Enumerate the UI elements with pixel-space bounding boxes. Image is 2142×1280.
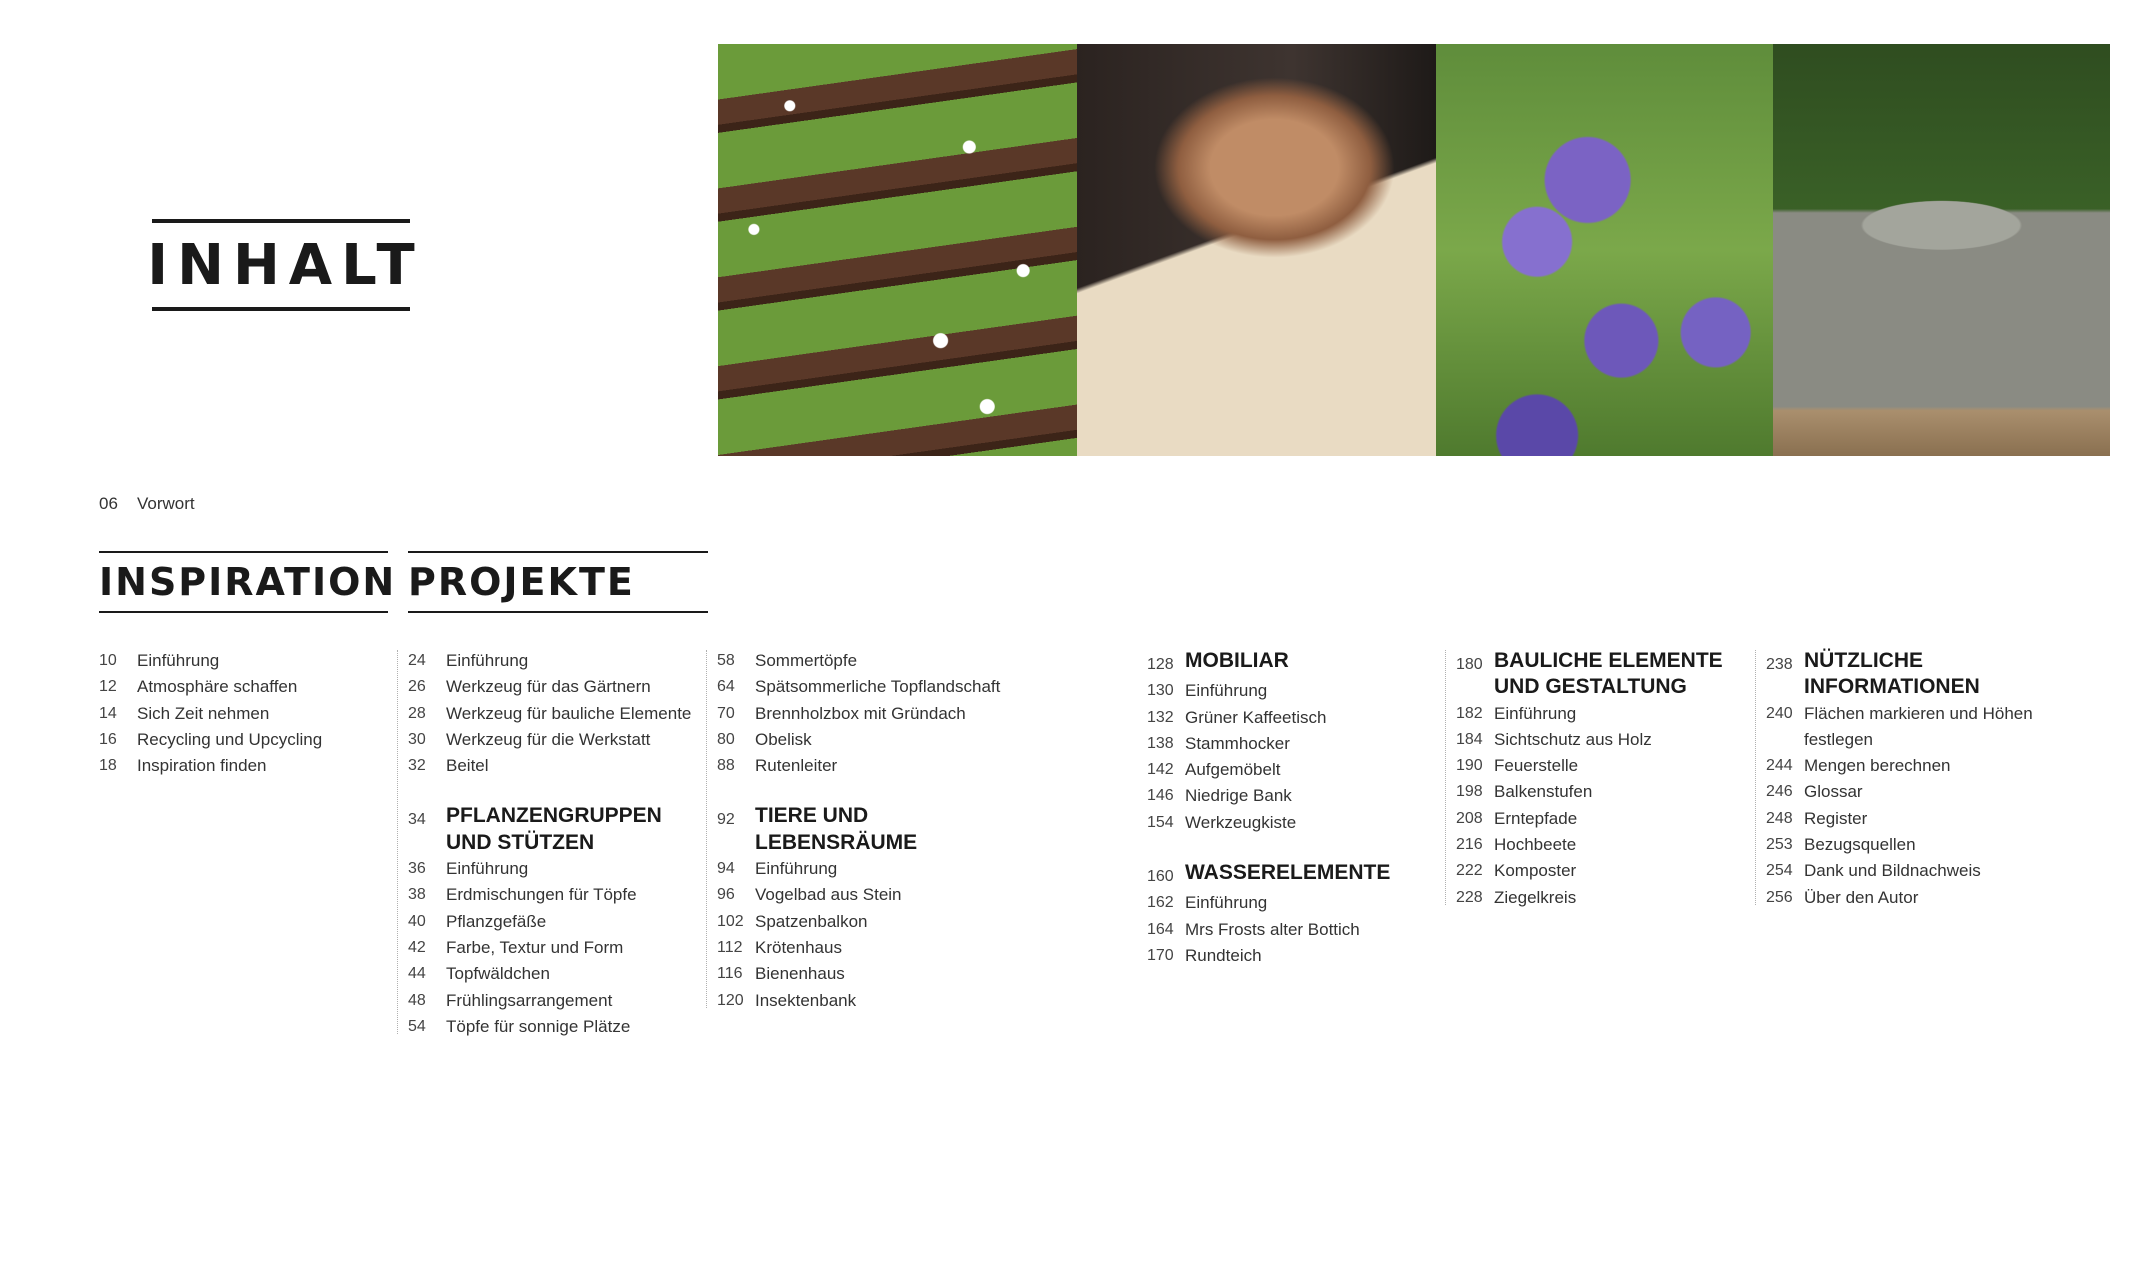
section-heading-inspiration: INSPIRATION [99,551,388,613]
toc-group-heading [1456,648,1746,701]
toc-entry [408,1014,698,1040]
page-number: 12 [99,678,117,696]
entry-label: Brennholzbox mit Gründach [755,703,966,723]
page-number: 88 [717,757,735,775]
page-number: 18 [99,757,117,775]
toc-entry [408,753,698,779]
toc-entry [99,701,389,727]
page-number: 120 [717,991,744,1009]
page-number: 70 [717,704,735,722]
entry-label: Register [1804,808,1868,828]
page-number: 58 [717,652,735,669]
page-number: 16 [99,730,117,748]
photo-geranium-flowers [1436,44,1773,456]
page-number: 190 [1456,757,1483,775]
toc-group [1147,648,1427,836]
page-number: 30 [408,730,426,748]
page-number: 170 [1147,946,1174,964]
entry-label: Topfwäldchen [446,964,550,984]
page-number: 162 [1147,894,1174,912]
toc-entry [717,701,1017,727]
page-title-text: INHALT [147,232,424,298]
page-number: 94 [717,860,735,878]
toc-group-heading [1147,860,1427,890]
entry-label: Inspiration finden [137,756,267,776]
page-number: 28 [408,704,426,722]
toc-entry-vorwort [99,494,195,514]
entry-label: Sich Zeit nehmen [137,703,270,723]
toc-entry [1766,806,2052,832]
entry-label: Beitel [446,756,489,776]
page-number: 216 [1456,836,1483,854]
entry-label: Ziegelkreis [1494,887,1577,907]
entry-label: Spätsommerliche Topflandschaft [755,677,1001,697]
toc-entry [1456,806,1746,832]
page-number: 142 [1147,761,1174,779]
toc-entry [1766,753,2052,779]
page-number: 32 [408,757,426,775]
page-title [147,219,424,311]
page-number: 198 [1456,783,1483,801]
entry-label: Einführung [1185,893,1268,913]
entry-label: Spatzenbalkon [755,911,868,931]
toc-entry [717,674,1017,700]
toc-entry [99,674,389,700]
heading-line: WASSERELEMENTE [1185,861,1391,885]
toc-entry [408,701,698,727]
toc-entry [408,961,698,987]
toc-entry [1456,753,1746,779]
page-number: 154 [1147,813,1174,831]
entry-label: Einführung [446,651,529,670]
entry-label: Über den Autor [1804,887,1919,907]
entry-label: Werkzeug für die Werkstatt [446,729,651,749]
page-number: 130 [1147,682,1174,700]
toc-entry [408,935,698,961]
group-heading-text [755,803,1017,856]
heading-line: BAULICHE ELEMENTE [1494,649,1723,672]
group-heading-text [1494,648,1746,701]
toc-entry [717,935,1017,961]
entry-label: Mengen berechnen [1804,756,1951,776]
entry-label: Obelisk [755,729,812,749]
entry-label: Rutenleiter [755,756,838,776]
page-number: 180 [1456,656,1483,673]
toc-entry [717,753,1017,779]
page-number: 164 [1147,920,1174,938]
toc-column-4 [1147,648,1427,969]
toc-entry [1456,779,1746,805]
toc-entry [1766,858,2052,884]
toc-entry [408,882,698,908]
page-number: 44 [408,965,426,983]
page-number: 238 [1766,656,1793,673]
photo-garden-steps [718,44,1077,456]
page-number: 222 [1456,862,1483,880]
group-heading-text [1185,648,1427,674]
heading-line: MOBILIAR [1185,649,1289,672]
entry-label: Einführung [1185,681,1268,701]
page-number: 64 [717,678,735,696]
toc-group [1147,860,1427,969]
toc-group [717,648,1017,779]
page-number: 208 [1456,809,1483,827]
toc-entry [1147,731,1427,757]
photo-tub-pond [1773,44,2110,456]
page-number: 96 [717,886,735,904]
page-number: 184 [1456,730,1483,748]
entry-label: Werkzeug für das Gärtnern [446,677,651,697]
entry-label: Einführung [1494,703,1577,723]
entry-label: Vogelbad aus Stein [755,885,902,905]
toc-group [408,648,698,779]
toc-entry [1456,701,1746,727]
toc-column-1 [99,648,389,779]
page-number: 14 [99,704,117,722]
entry-label: Bienenhaus [755,964,845,984]
heading-line: UND GESTALTUNG [1494,675,1687,699]
toc-entry [1456,885,1746,911]
toc-group [717,803,1017,1013]
toc-entry [1147,757,1427,783]
page-number: 256 [1766,888,1793,906]
toc-entry [408,988,698,1014]
entry-label: Recycling und Upcycling [137,729,323,749]
page-number: 42 [408,938,426,956]
toc-group-heading [408,803,698,856]
entry-label: Werkzeugkiste [1185,812,1297,832]
toc-column-3 [717,648,1017,1014]
heading-line: INFORMATIONEN [1804,675,1980,699]
toc-entry [1147,810,1427,836]
toc-entry [408,648,698,674]
toc-entry [408,674,698,700]
toc-entry [99,727,389,753]
toc-entry [717,882,1017,908]
page-number: 102 [717,912,744,930]
page-number: 48 [408,991,426,1009]
entry-label: Flächen markieren und Höhen festlegen [1804,703,2033,749]
page-number: 254 [1766,862,1793,880]
toc-entry [717,988,1017,1014]
toc-entry [1766,832,2052,858]
page-number: 138 [1147,734,1174,752]
page-number: 54 [408,1017,426,1035]
entry-label: Aufgemöbelt [1185,760,1281,780]
toc-entry [1147,943,1427,969]
entry-label: Balkenstufen [1494,782,1593,802]
toc-entry [1456,832,1746,858]
toc-entry [1147,678,1427,704]
toc-entry [1456,858,1746,884]
toc-column-5 [1456,648,1746,911]
entry-label: Grüner Kaffeetisch [1185,707,1327,727]
page-number: 92 [717,811,735,829]
entry-label: Insektenbank [755,990,857,1010]
page-number: 24 [408,652,426,669]
page-number: 112 [717,938,743,956]
entry-label: Rundteich [1185,945,1262,965]
toc-entry [1766,779,2052,805]
entry-label: Stammhocker [1185,733,1290,753]
heading-line: TIERE UND [755,804,869,828]
entry-label: Frühlingsarrangement [446,990,613,1010]
toc-group [1456,648,1746,911]
page-number: 146 [1147,787,1174,805]
photo-strip [718,44,2110,456]
toc-entry [1766,885,2052,911]
page-number: 38 [408,886,426,904]
group-heading-text [446,803,698,856]
entry-label: Einführung [755,859,838,879]
toc-entry [1766,701,2052,754]
page-number: 160 [1147,868,1174,886]
page-number: 128 [1147,656,1174,673]
page-number: 132 [1147,708,1174,726]
entry-label: Töpfe für sonnige Plätze [446,1016,631,1036]
entry-label: Einführung [137,651,220,670]
page-number: 80 [717,730,735,748]
toc-entry [717,961,1017,987]
entry-label: Mrs Frosts alter Bottich [1185,919,1360,939]
page-number: 34 [408,811,426,829]
entry-label: Atmosphäre schaffen [137,677,298,697]
entry-label: Sommertöpfe [755,651,858,670]
toc-entry [1456,727,1746,753]
toc-entry [1147,890,1427,916]
section-heading-projekte: PROJEKTE [408,551,708,613]
page-number: 246 [1766,783,1793,801]
page-number: 182 [1456,704,1483,722]
entry-label: Werkzeug für bauliche Elemente [446,703,692,723]
entry-label: Vorwort [137,494,195,513]
page-number: 36 [408,860,426,878]
page-number: 116 [717,965,743,983]
toc-group-heading [1147,648,1427,678]
toc-entry [717,727,1017,753]
heading-line: NÜTZLICHE [1804,649,1923,672]
entry-label: Farbe, Textur und Form [446,937,624,957]
entry-label: Krötenhaus [755,937,842,957]
page-number: 10 [99,652,117,669]
photo-wood-carving [1077,44,1436,456]
toc-group [408,803,698,1040]
toc-group-heading [717,803,1017,856]
entry-label: Niedrige Bank [1185,786,1292,806]
heading-line: LEBENSRÄUME [755,830,918,854]
toc-entry [99,753,389,779]
entry-label: Komposter [1494,861,1577,881]
toc-entry [1147,917,1427,943]
toc-entry [408,856,698,882]
entry-label: Erdmischungen für Töpfe [446,885,637,905]
heading-line: PFLANZENGRUPPEN [446,804,662,828]
toc-group [99,648,389,779]
entry-label: Pflanzgefäße [446,911,547,931]
entry-label: Hochbeete [1494,835,1577,855]
page-number: 26 [408,678,426,696]
toc-entry [717,648,1017,674]
group-heading-text [1185,860,1427,886]
heading-line: UND STÜTZEN [446,830,595,854]
toc-group-heading [1766,648,2052,701]
entry-label: Bezugsquellen [1804,835,1916,855]
entry-label: Glossar [1804,782,1863,802]
toc-column-6 [1766,648,2052,911]
toc-entry [408,909,698,935]
toc-entry [1147,783,1427,809]
page-number: 253 [1766,836,1793,854]
page-number: 240 [1766,704,1793,722]
toc-entry [408,727,698,753]
toc-entry [717,856,1017,882]
toc-group [1766,648,2052,911]
page-number: 244 [1766,757,1793,775]
toc-entry [99,648,389,674]
entry-label: Einführung [446,859,529,879]
toc-entry [1147,705,1427,731]
page-number: 248 [1766,809,1793,827]
page-number: 06 [99,494,118,513]
entry-label: Dank und Bildnachweis [1804,861,1981,881]
toc-entry [717,909,1017,935]
page-number: 228 [1456,888,1483,906]
page-number: 40 [408,912,426,930]
toc-column-2 [408,648,698,1040]
entry-label: Erntepfade [1494,808,1578,828]
entry-label: Sichtschutz aus Holz [1494,729,1652,749]
entry-label: Feuerstelle [1494,756,1579,776]
group-heading-text [1804,648,2052,701]
